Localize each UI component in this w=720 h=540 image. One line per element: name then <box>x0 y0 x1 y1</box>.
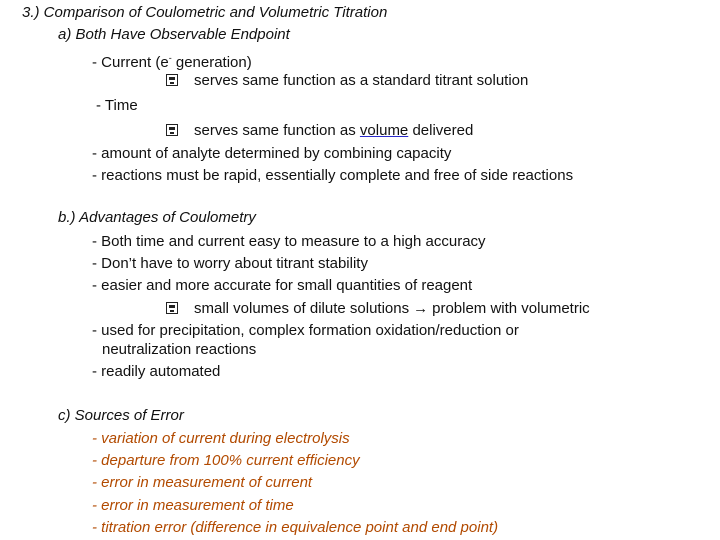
advantage-item: - used for precipitation, complex formation oxidation/reduction or <box>92 322 519 339</box>
floppy-disk-icon <box>166 302 178 314</box>
error-item: - error in measurement of current <box>92 474 313 491</box>
time-subitem <box>166 122 473 140</box>
error-item: - titration error (difference in equivalence point and end point) <box>92 519 499 536</box>
advantage-subitem-suffix: problem with volumetric <box>432 300 590 317</box>
error-item: - variation of current during electrolysis <box>92 430 350 447</box>
advantage-item: - Both time and current easy to measure to a high accuracy <box>92 233 486 250</box>
floppy-disk-icon <box>166 74 178 86</box>
reactions-item: - reactions must be rapid, essentially complete and free of side reactions <box>92 167 574 184</box>
page-title: 3.) Comparison of Coulometric and Volumetric Titration <box>22 4 388 21</box>
advantage-subitem-prefix: small volumes of dilute solutions <box>194 300 410 317</box>
floppy-disk-icon <box>166 124 178 136</box>
time-subitem-underlined: volume <box>359 122 409 139</box>
current-item <box>92 49 252 72</box>
time-item: - Time <box>96 97 138 114</box>
time-subitem-prefix: serves same function as <box>194 122 360 139</box>
analyte-item: - amount of analyte determined by combining capacity <box>92 145 452 162</box>
advantage-item-continuation: neutralization reactions <box>102 341 257 358</box>
error-item: - departure from 100% current efficiency <box>92 452 360 469</box>
current-subitem <box>166 72 528 90</box>
right-arrow-icon: → <box>413 300 429 317</box>
section-c-heading: c) Sources of Error <box>58 407 184 424</box>
advantage-item: - readily automated <box>92 363 221 380</box>
advantage-subitem <box>166 300 590 318</box>
advantage-item: - easier and more accurate for small quantities of reagent <box>92 277 473 294</box>
advantage-item: - Don’t have to worry about titrant stability <box>92 255 368 272</box>
current-suffix: generation) <box>171 54 252 71</box>
current-subitem-text: serves same function as a standard titrant solution <box>194 72 529 89</box>
current-prefix: - Current (e <box>92 54 169 71</box>
time-subitem-suffix: delivered <box>408 122 474 139</box>
section-a-heading: a) Both Have Observable Endpoint <box>58 26 290 43</box>
error-item: - error in measurement of time <box>92 497 294 514</box>
section-b-heading: b.) Advantages of Coulometry <box>58 209 256 226</box>
current-superscript: - <box>168 53 172 63</box>
